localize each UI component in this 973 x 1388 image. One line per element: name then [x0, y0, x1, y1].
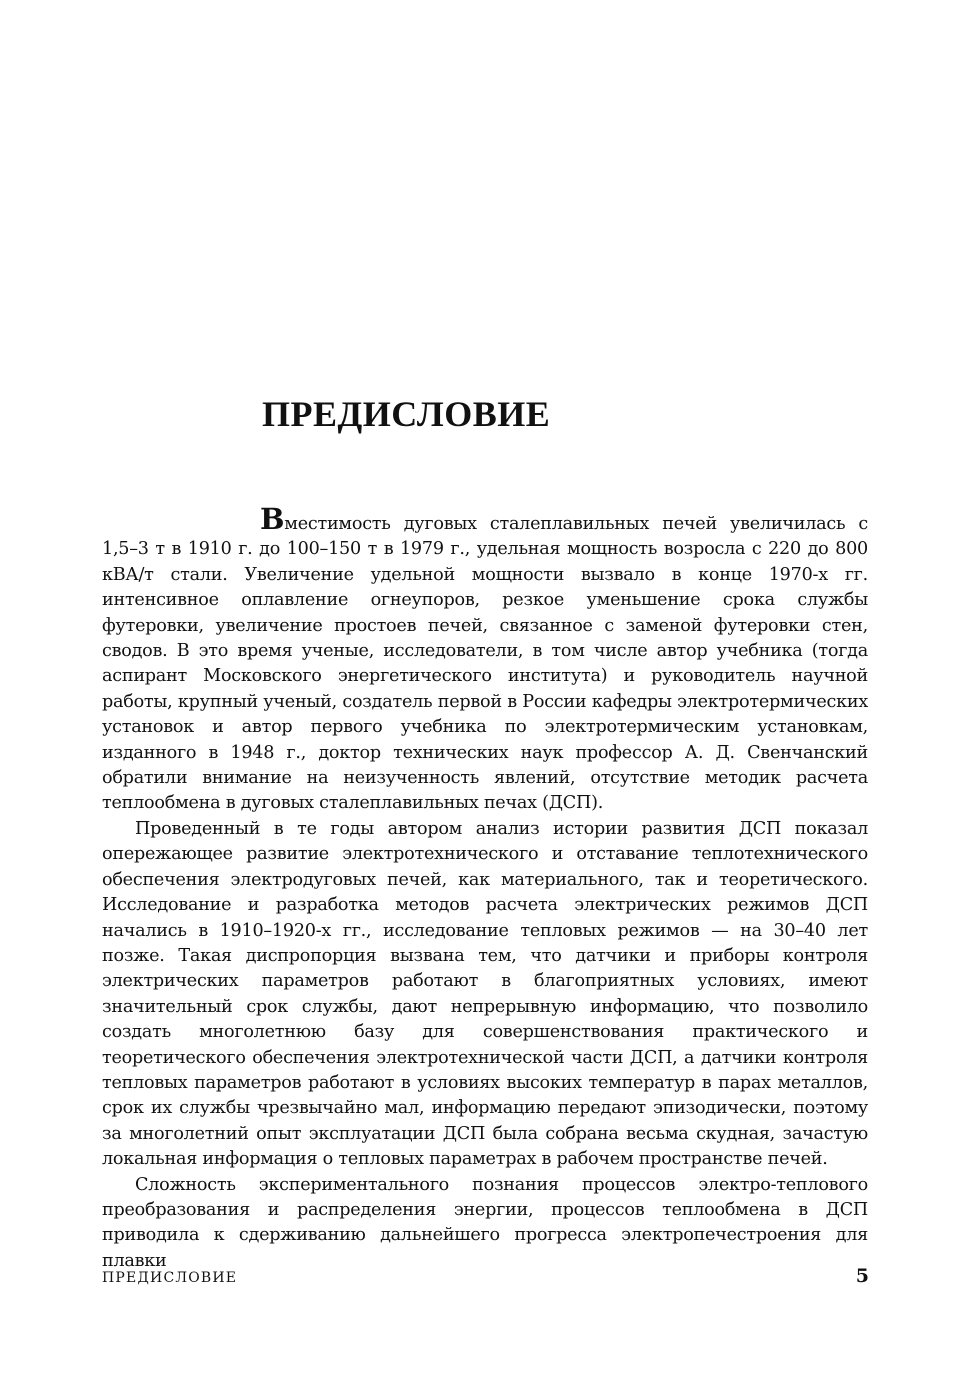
paragraph-3: Сложность экспериментального познания процессов электро-теплового преобразования и распределения энергии, процессов теплообмена в ДСП приводила к сдерживанию дальнейшего прогресса электропечестроения для плавки	[102, 1174, 868, 1271]
paragraph-2: Проведенный в те годы автором анализ истории развития ДСП показал опережающее развитие электротехнического и отставание теплотехнического обеспечения электродуговых печей, как материального, так и теоретического. Исследование и разработка методов расчета электрических режимов ДСП начались в 1910–1920-х гг., исследование тепловых режимов — на 30–40 лет позже. Такая диспропорция вызвана тем, что датчики и приборы контроля электрических параметров работают в благоприятных условиях, имеют значительный срок службы, дают непрерывную информацию, что позволило создать многолетнюю базу для совершенствования практического и теоретического обеспечения электротехнической части ДСП, а датчики контроля тепловых параметров работают в условиях высоких температур в парах металлов, срок их службы чрезвычайно мал, информацию передают эпизодически, поэтому за многолетний опыт эксплуатации ДСП была собрана весьма скудная, зачастую локальная информация о тепловых параметрах в рабочем пространстве печей.	[102, 818, 868, 1170]
drop-cap: В	[260, 502, 285, 536]
running-footer-title: ПРЕДИСЛОВИЕ	[102, 1270, 238, 1286]
page-title: ПРЕДИСЛОВИЕ	[262, 394, 551, 434]
body-text	[102, 502, 868, 1274]
page-number: 5	[855, 1265, 869, 1287]
paragraph-1-text: местимость дуговых сталеплавильных печей увеличилась с 1,5–3 т в 1910 г. до 100–150 т в 1979 г., удельная мощность возросла с 220 до 800 кВА/т стали. Увеличение удельной мощности вызвало в конце 1970-х гг. интенсивное оплавление огнеупоров, резкое уменьшение срока службы футеровки, увеличение простоев печей, связанное с заменой футеровки стен, сводов. В это время ученые, исследователи, в том числе автор учебника (тогда аспирант Московского энергетического института) и руководитель научной работы, крупный ученый, создатель первой в России кафедры электротермических установок и автор первого учебника по электротермическим установкам, изданного в 1948 г., доктор технических наук профессор А. Д. Свенчанский обратили внимание на неизученность явлений, отсутствие методик расчета теплообмена в дуговых сталеплавильных печах (ДСП).	[102, 514, 868, 814]
paragraph-1	[102, 502, 868, 817]
